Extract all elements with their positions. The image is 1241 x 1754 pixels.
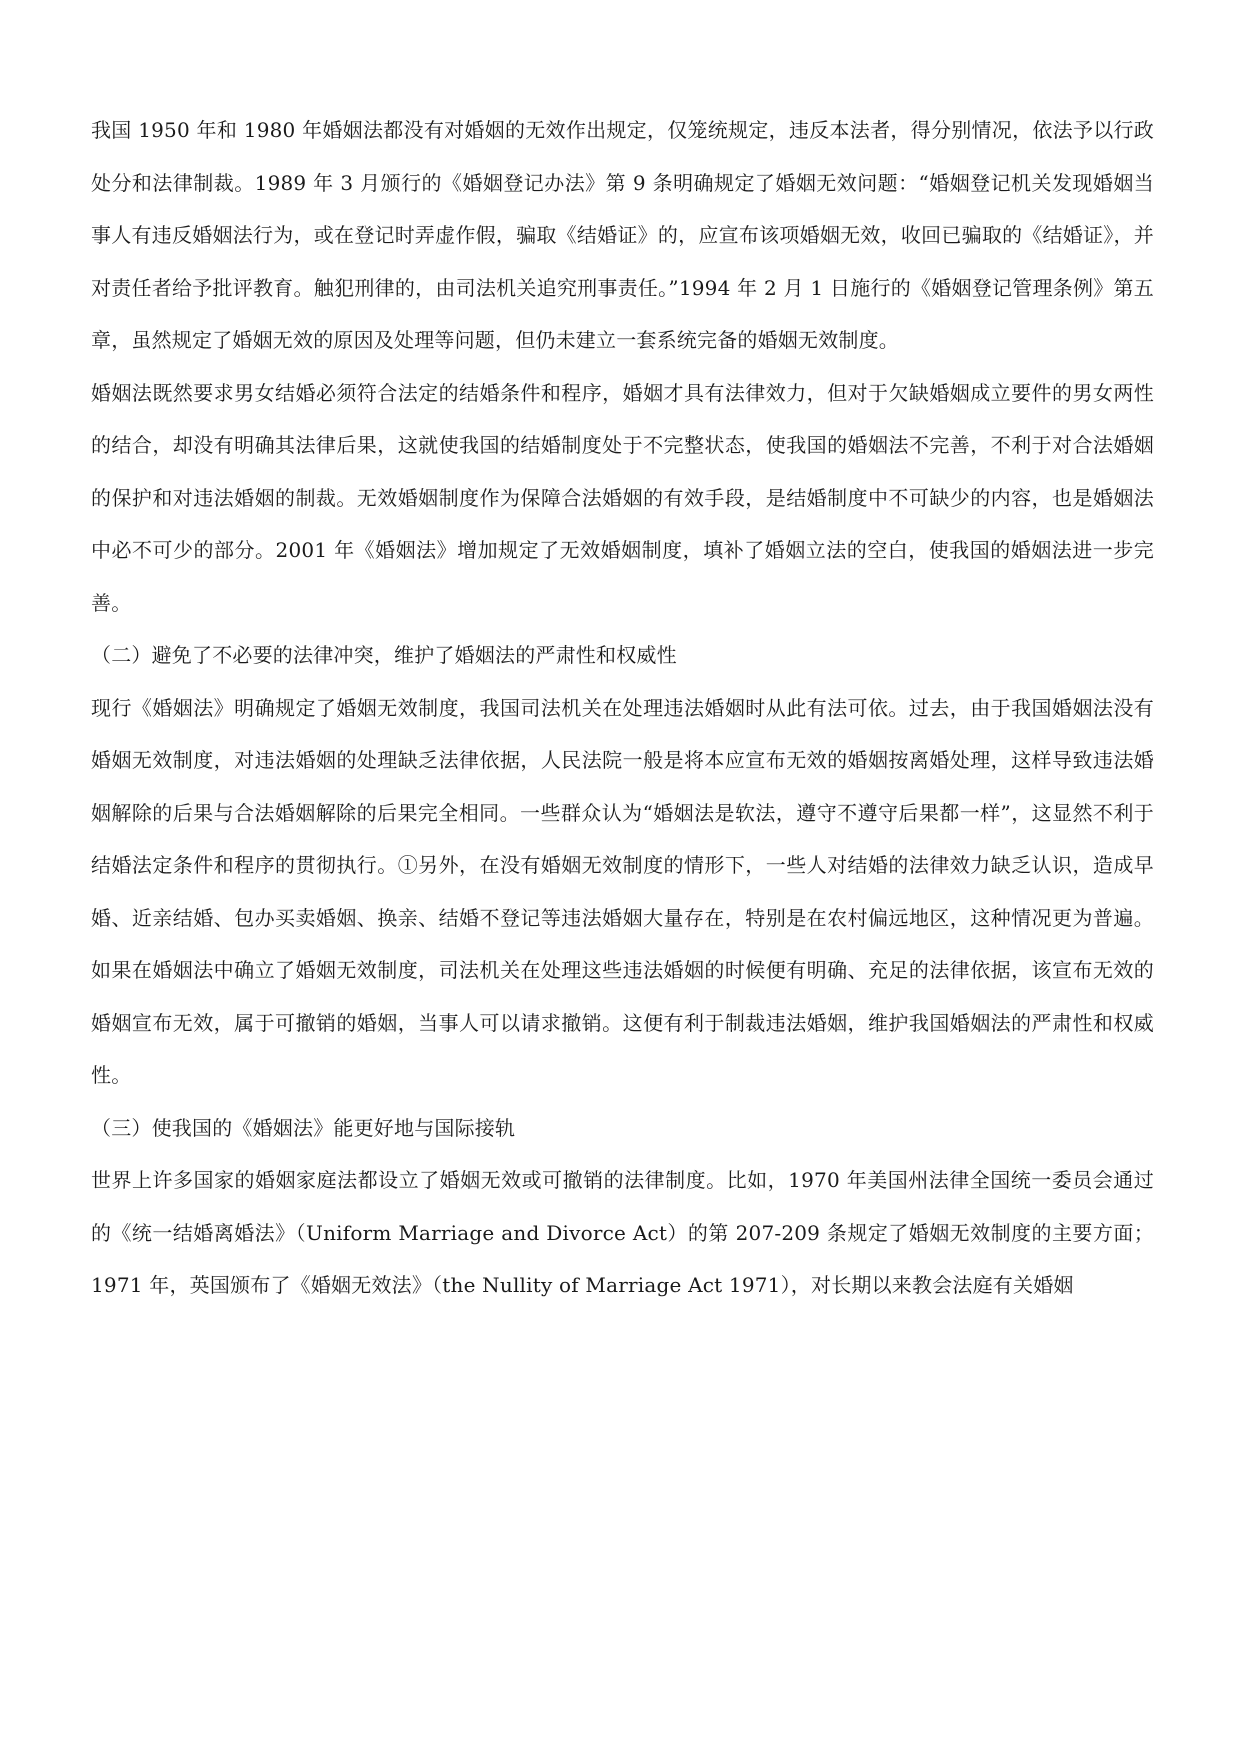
paragraph-legal-conflict: 现行《婚姻法》明确规定了婚姻无效制度，我国司法机关在处理违法婚姻时从此有法可依。过去，由于我国婚姻法没有婚姻无效制度，对违法婚姻的处理缺乏法律依据，人民法院一般是将本应宣布无效的婚姻按离婚处理，这样导致违法婚姻解除的后果与合法婚姻解除的后果完全相同。一些群众认为“婚姻法是软法，遵守不遵守后果都一样”，这显然不利于结婚法定条件和程序的贯彻执行。①另外，在没有婚姻无效制度的情形下，一些人对结婚的法律效力缺乏认识，造成早婚、近亲结婚、包办买卖婚姻、换亲、结婚不登记等违法婚姻大量存在，特别是在农村偏远地区，这种情况更为普遍。如果在婚姻法中确立了婚姻无效制度，司法机关在处理这些违法婚姻的时候便有明确、充足的法律依据，该宣布无效的婚姻宣布无效，属于可撤销的婚姻，当事人可以请求撤销。这便有利于制裁违法婚姻，维护我国婚姻法的严肃性和权威性。 xyxy=(91,695,1154,1087)
section-heading-3: （三）使我国的《婚姻法》能更好地与国际接轨 xyxy=(91,1115,516,1140)
section-heading-2: （二）避免了不必要的法律冲突，维护了婚姻法的严肃性和权威性 xyxy=(91,643,677,667)
document-body xyxy=(91,104,1154,1312)
paragraph-international: 世界上许多国家的婚姻家庭法都设立了婚姻无效或可撤销的法律制度。比如，1970 年美国州法律全国统一委员会通过的《统一结婚离婚法》（Uniform Marriage and Divorce Act）的第 207-209 条规定了婚姻无效制度的主要方面；1971 年，英国颁布了《婚姻无效法》（the Nullity of Marriage Act 1971），对长期以来教会法庭有关婚姻 xyxy=(91,1168,1154,1297)
paragraph-marriage-law-incomplete: 婚姻法既然要求男女结婚必须符合法定的结婚条件和程序，婚姻才具有法律效力，但对于欠缺婚姻成立要件的男女两性的结合，却没有明确其法律后果，这就使我国的结婚制度处于不完整状态，使我国的婚姻法不完善，不利于对合法婚姻的保护和对违法婚姻的制裁。无效婚姻制度作为保障合法婚姻的有效手段，是结婚制度中不可缺少的内容，也是婚姻法中必不可少的部分。2001 年《婚姻法》增加规定了无效婚姻制度，填补了婚姻立法的空白，使我国的婚姻法进一步完善。 xyxy=(91,380,1154,615)
paragraph-marriage-law-history: 我国 1950 年和 1980 年婚姻法都没有对婚姻的无效作出规定，仅笼统规定，违反本法者，得分别情况，依法予以行政处分和法律制裁。1989 年 3 月颁行的《婚姻登记办法》第 9 条明确规定了婚姻无效问题：“婚姻登记机关发现婚姻当事人有违反婚姻法行为，或在登记时弄虚作假，骗取《结婚证》的，应宣布该项婚姻无效，收回已骗取的《结婚证》，并对责任者给予批评教育。触犯刑律的，由司法机关追究刑事责任。”1994 年 2 月 1 日施行的《婚姻登记管理条例》第五章，虽然规定了婚姻无效的原因及处理等问题，但仍未建立一套系统完备的婚姻无效制度。 xyxy=(91,118,1154,352)
